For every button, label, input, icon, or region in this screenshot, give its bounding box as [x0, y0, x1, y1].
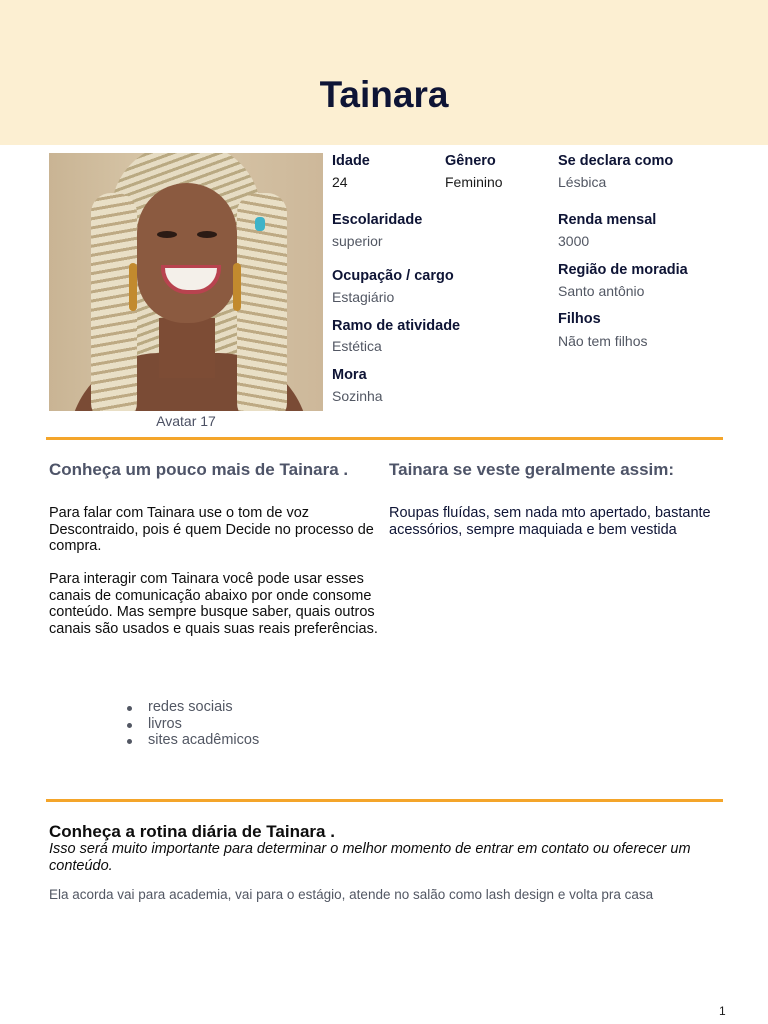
conheca-paragraph-channels: Para interagir com Tainara você pode usar esses canais de comunicação abaixo por onde consome conteúdo. Mas sempre busque saber, quais outros canais são usados e quais suas reais preferências.: [49, 571, 378, 637]
label-genero: Gênero: [445, 153, 496, 169]
veste-text: Roupas fluídas, sem nada mto apertado, bastante acessórios, sempre maquiada e bem vestida: [389, 505, 711, 538]
avatar-caption: Avatar 17: [156, 413, 216, 429]
rotina-text: Ela acorda vai para academia, vai para o estágio, atende no salão como lash design e volta pra casa: [49, 887, 654, 902]
label-ramo: Ramo de atividade: [332, 318, 461, 334]
page-title: Tainara: [319, 74, 449, 115]
channels-list: [127, 699, 259, 749]
section-divider-1: [46, 437, 723, 440]
value-ramo: Estética: [332, 338, 382, 354]
label-idade: Idade: [332, 153, 370, 169]
label-regiao: Região de moradia: [558, 262, 688, 278]
list-item: redes sociais: [127, 699, 259, 716]
list-item: livros: [127, 716, 259, 733]
label-renda: Renda mensal: [558, 212, 657, 228]
value-mora: Sozinha: [332, 388, 383, 404]
header-banner: [0, 0, 768, 145]
value-idade: 24: [332, 174, 348, 190]
label-escolaridade: Escolaridade: [332, 212, 423, 228]
label-mora: Mora: [332, 367, 367, 383]
value-regiao: Santo antônio: [558, 283, 645, 299]
conheca-paragraph-tone: Para falar com Tainara use o tom de voz Descontraido, pois é quem Decide no processo de compra.: [49, 505, 374, 554]
value-renda: 3000: [558, 233, 590, 249]
section-divider-2: [46, 799, 723, 802]
rotina-heading: Conheça a rotina diária de Tainara .: [49, 822, 335, 841]
conheca-heading: Conheça um pouco mais de Tainara .: [49, 460, 349, 479]
label-se-declara: Se declara como: [558, 153, 674, 169]
avatar-photo: [49, 153, 323, 411]
list-item: sites acadêmicos: [127, 732, 259, 749]
veste-heading: Tainara se veste geralmente assim:: [389, 460, 675, 479]
value-se-declara: Lésbica: [558, 174, 607, 190]
rotina-subtitle: Isso será muito importante para determinar o melhor momento de entrar em contato ou oferecer um conteúdo.: [49, 841, 691, 874]
value-escolaridade: superior: [332, 233, 383, 249]
value-ocupacao: Estagiário: [332, 289, 395, 305]
label-ocupacao: Ocupação / cargo: [332, 268, 454, 284]
label-filhos: Filhos: [558, 311, 601, 327]
value-genero: Feminino: [445, 174, 503, 190]
page-number: 1: [719, 1004, 726, 1018]
value-filhos: Não tem filhos: [558, 333, 648, 349]
